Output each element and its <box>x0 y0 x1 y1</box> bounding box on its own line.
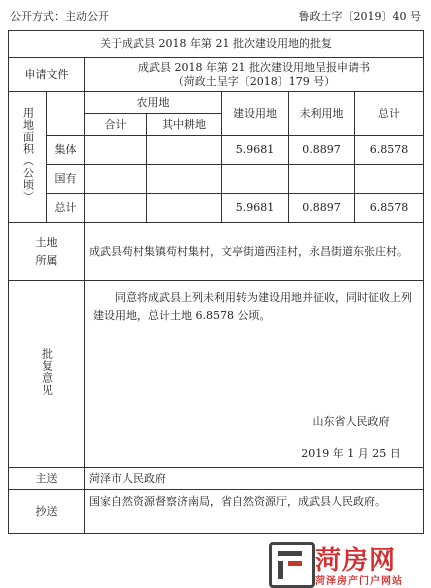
send-to-text: 菏泽市人民政府 <box>85 468 424 490</box>
approval-text: 同意将成武县上列未利用转为建设用地并征收，同时征收上列建设用地，总计土地 6.8578 公顷。 <box>93 291 412 322</box>
approval-table <box>8 30 424 534</box>
cell-subtotal <box>85 136 147 165</box>
cell-subtotal <box>85 194 147 223</box>
document-title: 关于成武县 2018 年第 21 批次建设用地的批复 <box>9 31 424 58</box>
ownership-label: 土地所属 <box>35 235 58 267</box>
cell-cultivated <box>147 165 222 194</box>
issuer: 山东省人民政府 <box>312 415 390 428</box>
application-line1: 成武县 2018 年第 21 批次建设用地呈报申请书 <box>138 60 370 74</box>
approval-date: 2019 年 1 月 25 日 <box>301 447 401 460</box>
row-label: 总计 <box>47 194 85 223</box>
cell-total: 6.8578 <box>355 194 424 223</box>
application-line2: （菏政土呈字〔2018〕179 号） <box>172 74 336 88</box>
cell-unused: 0.8897 <box>289 136 355 165</box>
cell-construction: 5.9681 <box>222 194 289 223</box>
header-line <box>8 8 423 24</box>
application-label: 申请文件 <box>9 58 85 92</box>
disclosure-text: 公开方式：主动公开 <box>10 10 109 23</box>
farmland-header: 农用地 <box>85 92 222 114</box>
total-header: 总计 <box>355 92 424 136</box>
construction-header: 建设用地 <box>222 92 289 136</box>
application-file <box>85 58 424 92</box>
copy-to-label: 抄送 <box>9 490 85 534</box>
ownership-text: 成武县苟村集镇苟村集村，文亭街道西洼村，永昌街道东张庄村。 <box>85 223 424 281</box>
approval-body <box>85 281 424 468</box>
watermark-slogan: 菏泽房产门户网站 <box>315 576 403 587</box>
cell-unused <box>289 165 355 194</box>
approval-label-cell <box>9 281 85 468</box>
subtotal-header: 合计 <box>85 114 147 136</box>
cell-cultivated <box>147 194 222 223</box>
ownership-label-cell <box>9 223 85 281</box>
cell-cultivated <box>147 136 222 165</box>
cell-subtotal <box>85 165 147 194</box>
land-area-label-cell <box>9 92 47 223</box>
row-label: 国有 <box>47 165 85 194</box>
watermark-logo-icon <box>269 542 315 588</box>
unused-header: 未利用地 <box>289 92 355 136</box>
cell-construction: 5.9681 <box>222 136 289 165</box>
watermark-name: 菏房网 <box>315 546 397 576</box>
site-watermark <box>269 540 429 588</box>
copy-to-text: 国家自然资源督察济南局，省自然资源厅，成武县人民政府。 <box>85 490 424 534</box>
cell-total: 6.8578 <box>355 136 424 165</box>
table-row <box>9 165 424 194</box>
document-number: 鲁政土字〔2019〕40 号 <box>298 10 421 23</box>
cell-total <box>355 165 424 194</box>
cultivated-header: 其中耕地 <box>147 114 222 136</box>
table-row <box>9 136 424 165</box>
table-row <box>9 194 424 223</box>
send-to-label: 主送 <box>9 468 85 490</box>
land-area-label: 用地面积（公顷） <box>21 107 35 203</box>
cell-construction <box>222 165 289 194</box>
cell-unused: 0.8897 <box>289 194 355 223</box>
approval-label: 批复意见 <box>40 348 54 396</box>
corner-cell <box>47 92 85 136</box>
row-label: 集体 <box>47 136 85 165</box>
